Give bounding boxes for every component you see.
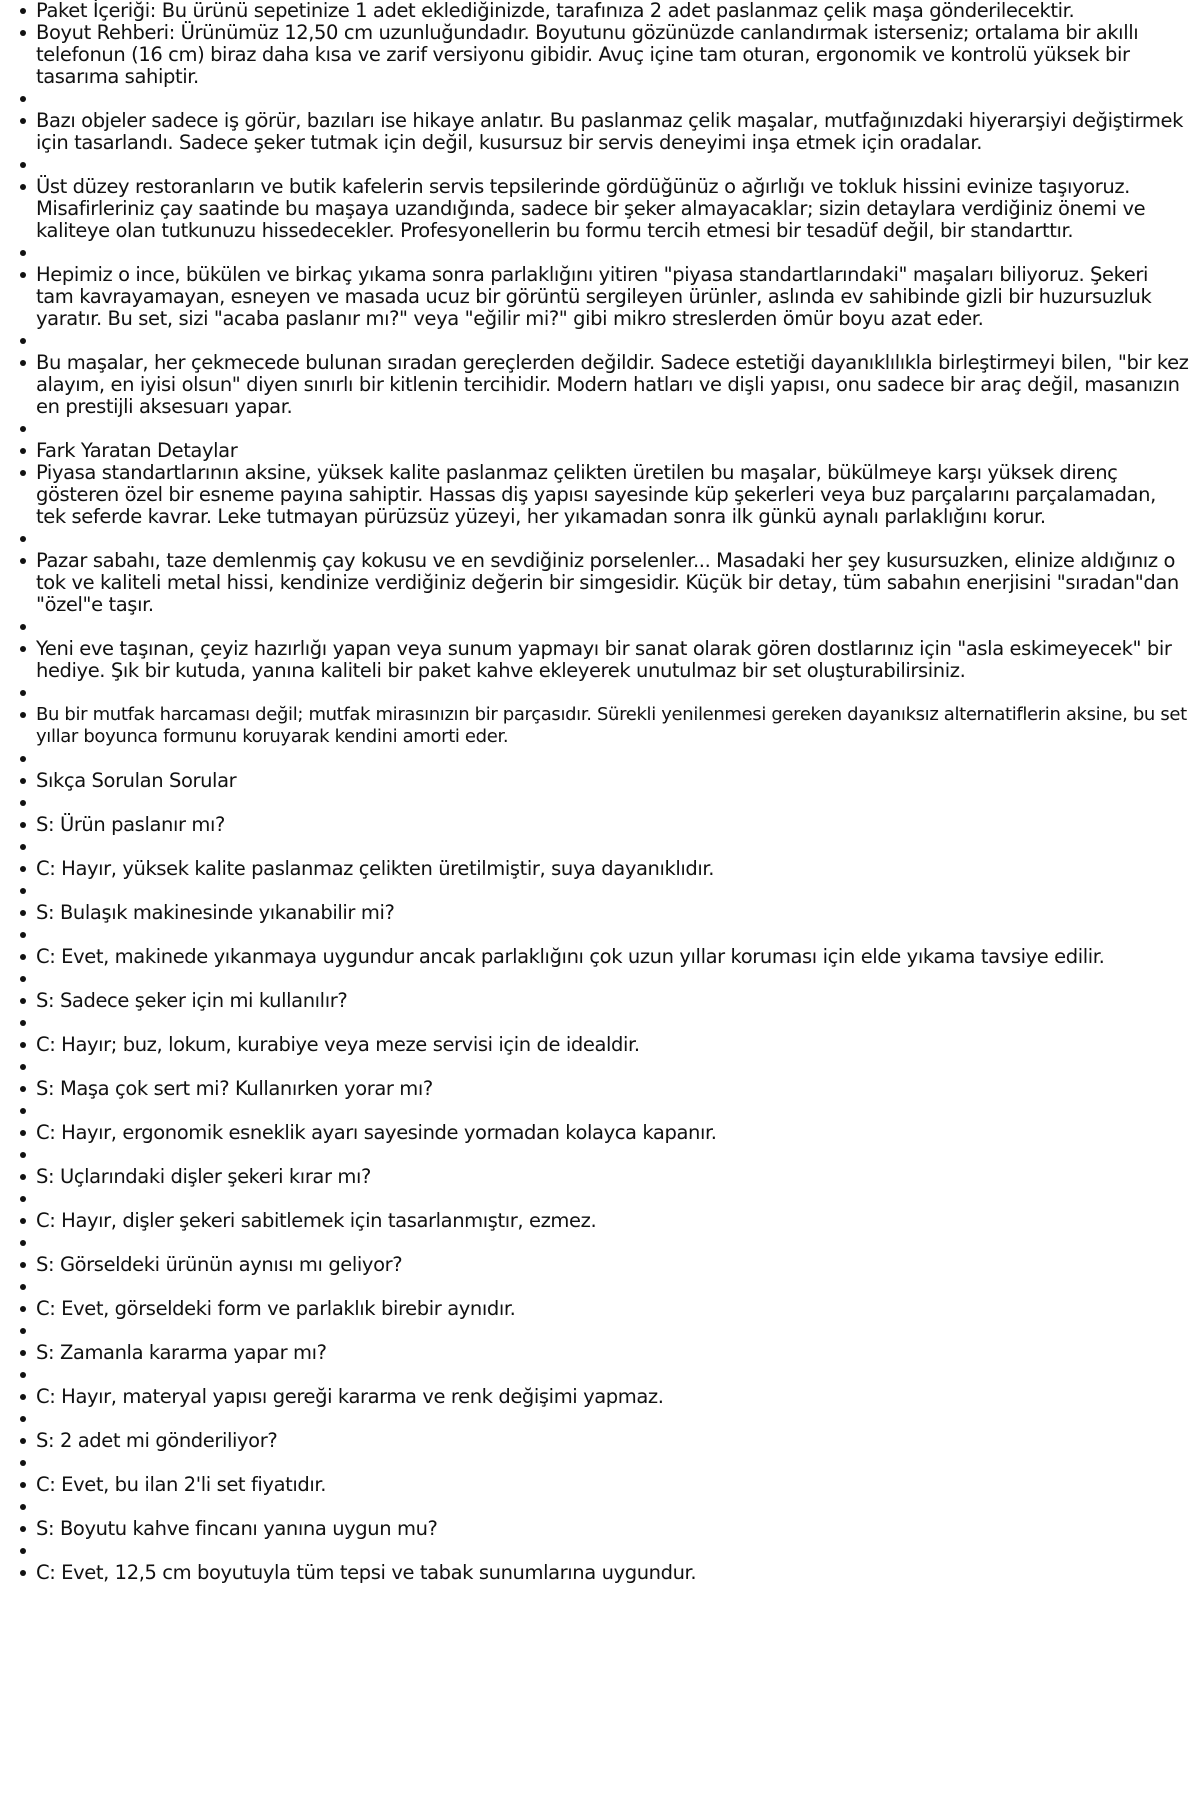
faq-answer: C: Evet, makinede yıkanmaya uygundur ancak parlaklığını çok uzun yıllar koruması için elde yıkama tavsiye edilir. [36,946,1190,968]
empty-bullet [36,1364,1190,1386]
faq-answer: C: Hayır, materyal yapısı gereği kararma ve renk değişimi yapmaz. [36,1386,1190,1408]
empty-bullet [36,924,1190,946]
exclusive-paragraph: Bu maşalar, her çekmecede bulunan sıradan gereçlerden değildir. Sadece estetiği dayanıklılıkla birleştirmeyi bilen, "bir kez alayım, en iyisi olsun" diyen sınırlı bir kitlenin tercihidir. Modern hatları ve dişli yapısı, onu sadece bir araç değil, masanızın en prestijli aksesuarı yapar. [36,351,1189,418]
empty-bullet [36,1012,1190,1034]
faq-answer: C: Hayır, ergonomik esneklik ayarı sayesinde yormadan kolayca kapanır. [36,1122,1190,1144]
empty-bullet [36,1320,1190,1342]
empty-bullet [36,1232,1190,1254]
story-paragraph: Bazı objeler sadece iş görür, bazıları ise hikaye anlatır. Bu paslanmaz çelik maşalar, mutfağınızdaki hiyerarşiyi değiştirmek için tasarlandı. Sadece şeker tutmak için değil, kusursuz bir servis deneyimi inşa etmek için oradalar. [36,110,1190,154]
empty-bullet [36,330,1190,352]
faq-question: S: Sadece şeker için mi kullanılır? [36,990,1190,1012]
faq-answer: C: Evet, bu ilan 2'li set fiyatıdır. [36,1474,1190,1496]
faq-question: S: Bulaşık makinesinde yıkanabilir mi? [36,902,1190,924]
empty-bullet [36,1276,1190,1298]
empty-bullet [36,1100,1190,1122]
empty-bullet [36,792,1190,814]
package-content-item: Paket İçeriği: Bu ürünü sepetinize 1 adet eklediğinizde, tarafınıza 2 adet paslanmaz çelik maşa gönderilecektir. [36,0,1190,22]
description-list [36,0,1190,1584]
empty-bullet [36,1144,1190,1166]
faq-answer: C: Hayır, yüksek kalite paslanmaz çelikten üretilmiştir, suya dayanıklıdır. [36,858,1190,880]
faq-answer: C: Evet, görseldeki form ve parlaklık birebir aynıdır. [36,1298,1190,1320]
empty-bullet [36,528,1190,550]
empty-bullet [36,1496,1190,1518]
empty-bullet [36,154,1190,176]
gift-paragraph: Yeni eve taşınan, çeyiz hazırlığı yapan veya sunum yapmayı bir sanat olarak gören dostlarınız için "asla eskimeyecek" bir hediye. Şık bir kutuda, yanına kaliteli bir paket kahve ekleyerek unutulmaz bir set oluşturabilirsiniz. [36,638,1190,682]
empty-bullet [36,616,1190,638]
empty-bullet [36,1056,1190,1078]
empty-bullet [36,88,1190,110]
empty-bullet [36,880,1190,902]
size-guide-item: Boyut Rehberi: Ürünümüz 12,50 cm uzunluğundadır. Boyutunu gözünüzde canlandırmak isterseniz; ortalama bir akıllı telefonun (16 cm) biraz daha kısa ve zarif versiyonu gibidir. Avuç içine tam oturan, ergonomik ve kontrolü yüksek bir tasarıma sahiptir. [36,22,1190,88]
details-title: Fark Yaratan Detaylar [36,440,1190,462]
standard-paragraph: Hepimiz o ince, bükülen ve birkaç yıkama sonra parlaklığını yitiren "piyasa standartlarındaki" maşaları biliyoruz. Şekeri tam kavrayamayan, esneyen ve masada ucuz bir görüntü sergileyen ürünler, aslında ev sahibinde gizli bir huzursuzluk yaratır. Bu set, sizi "acaba paslanır mı?" veya "eğilir mi?" gibi mikro streslerden ömür boyu azat eder. [36,264,1190,330]
empty-bullet [36,1408,1190,1430]
empty-bullet [36,1540,1190,1562]
empty-bullet [36,968,1190,990]
empty-bullet [36,748,1190,770]
restaurants-paragraph: Üst düzey restoranların ve butik kafelerin servis tepsilerinde gördüğünüz o ağırlığı ve tokluk hissini evinize taşıyoruz. Misafirleriniz çay saatinde bu maşaya uzandığında, sadece bir şeker almayacaklar; sizin detaylara verdiğiniz önemi ve kaliteye olan tutkunuzu hissedecekler. Profesyonellerin bu formu tercih etmesi bir tesadüf değil, bir standarttır. [36,176,1190,242]
faq-question: S: Ürün paslanır mı? [36,814,1190,836]
details-paragraph: Piyasa standartlarının aksine, yüksek kalite paslanmaz çelikten üretilen bu maşalar, bükülmeye karşı yüksek direnç gösteren özel bir esneme payına sahiptir. Hassas diş yapısı sayesinde küp şekerleri veya buz parçalarını parçalamadan, tek seferde kavrar. Leke tutmayan pürüzsüz yüzeyi, her yıkamadan sonra ilk günkü aynalı parlaklığını korur. [36,462,1190,528]
empty-bullet [36,418,1190,440]
faq-title: Sıkça Sorulan Sorular [36,770,1190,792]
legacy-paragraph: Bu bir mutfak harcaması değil; mutfak mirasınızın bir parçasıdır. Sürekli yenilenmesi gereken dayanıksız alternatiflerin aksine, bu set yıllar boyunca formunu koruyarak kendini amorti eder. [36,704,1190,748]
faq-question: S: Zamanla kararma yapar mı? [36,1342,1190,1364]
empty-bullet [36,1188,1190,1210]
empty-bullet [36,836,1190,858]
faq-question: S: Uçlarındaki dişler şekeri kırar mı? [36,1166,1190,1188]
faq-answer: C: Hayır; buz, lokum, kurabiye veya meze servisi için de idealdir. [36,1034,1190,1056]
faq-answer: C: Evet, 12,5 cm boyutuyla tüm tepsi ve tabak sunumlarına uygundur. [36,1562,1190,1584]
faq-question: S: Maşa çok sert mi? Kullanırken yorar mı? [36,1078,1190,1100]
empty-bullet [36,242,1190,264]
faq-question: S: Görseldeki ürünün aynısı mı geliyor? [36,1254,1190,1276]
empty-bullet [36,682,1190,704]
empty-bullet [36,1452,1190,1474]
faq-answer: C: Hayır, dişler şekeri sabitlemek için tasarlanmıştır, ezmez. [36,1210,1190,1232]
sunday-paragraph: Pazar sabahı, taze demlenmiş çay kokusu ve en sevdiğiniz porselenler... Masadaki her şey kusursuzken, elinize aldığınız o tok ve kaliteli metal hissi, kendinize verdiğiniz değerin bir simgesidir. Küçük bir detay, tüm sabahın enerjisini "sıradan"dan "özel"e taşır. [36,550,1190,616]
faq-question: S: Boyutu kahve fincanı yanına uygun mu? [36,1518,1190,1540]
faq-question: S: 2 adet mi gönderiliyor? [36,1430,1190,1452]
